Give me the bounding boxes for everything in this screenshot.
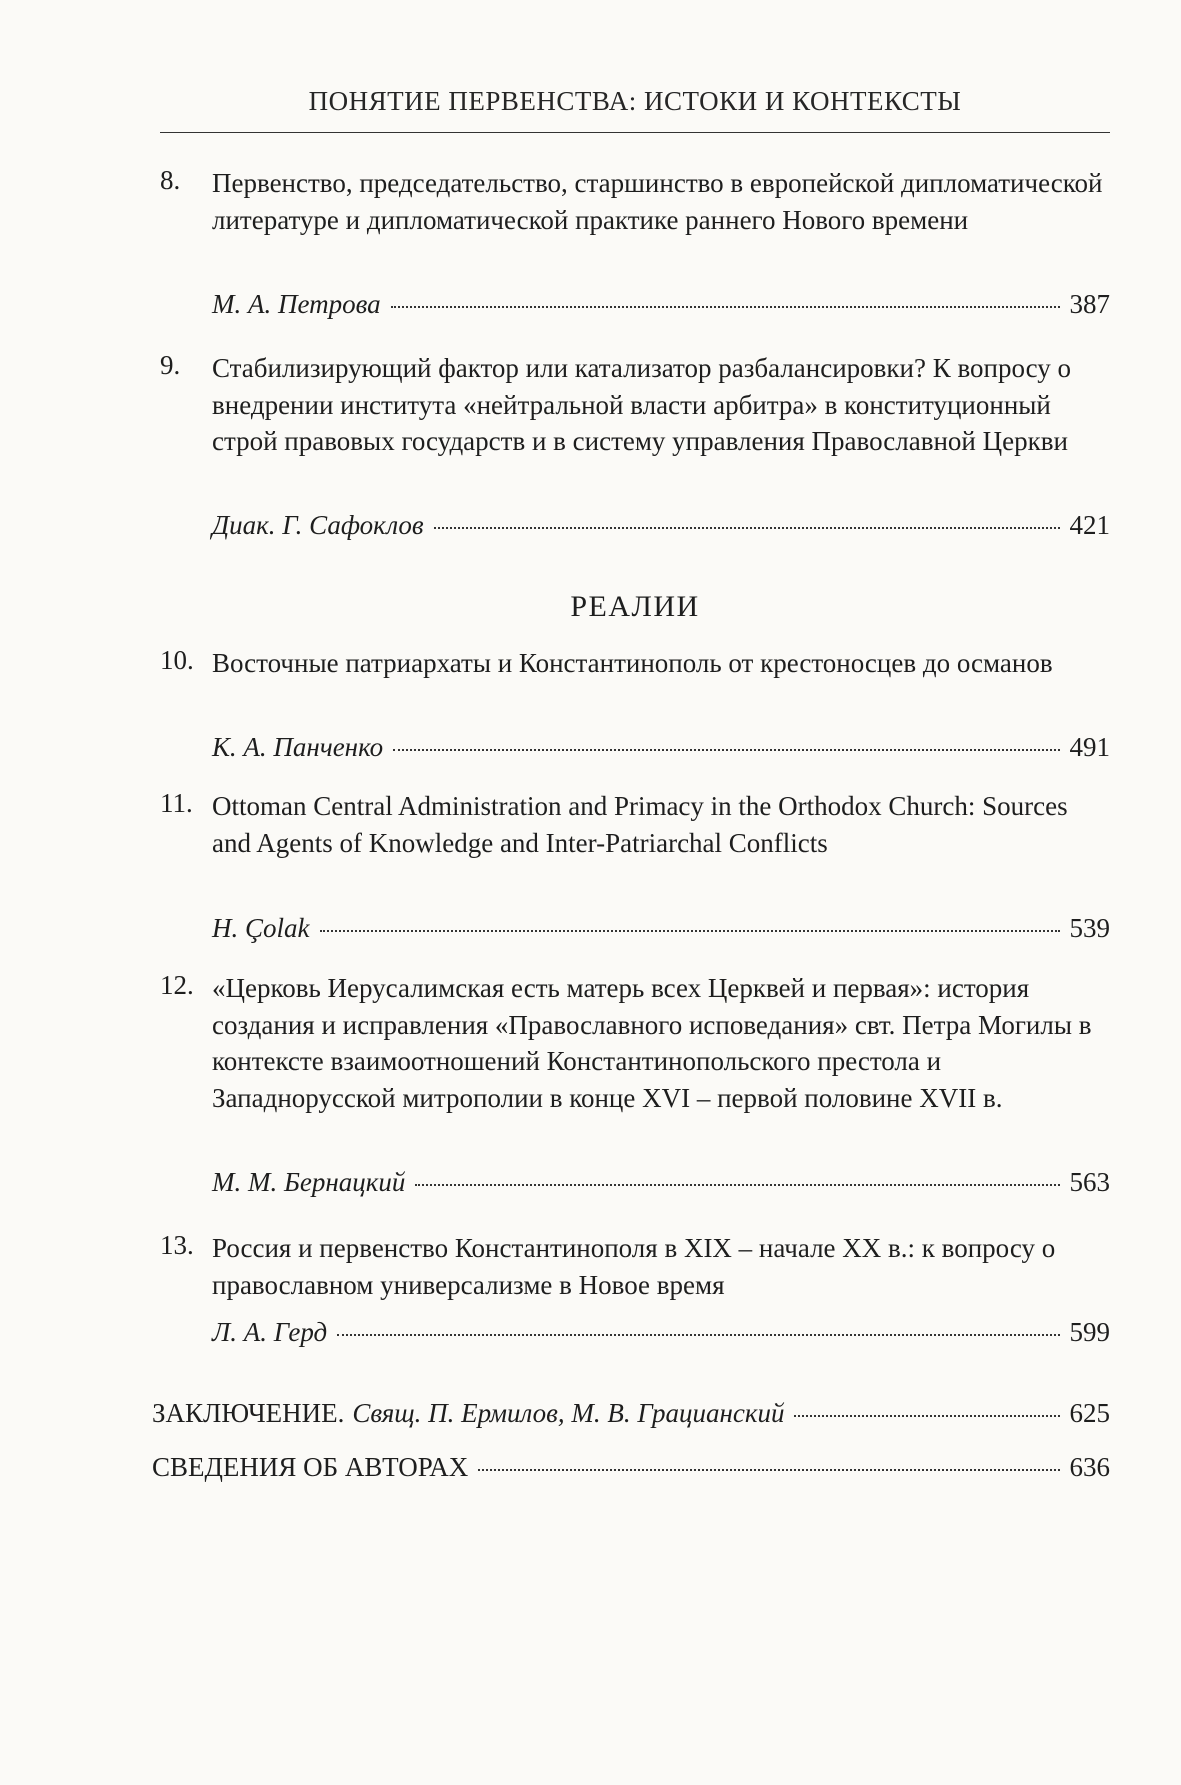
entry-title: Стабилизирующий фактор или катализатор разбалансировки? К вопросу о внедрении института «нейтральной власти арбитра» в конституционный строй правовых государств и в систему управления Православной Церкви [212,353,1072,456]
entry-number: 8. [160,165,181,195]
entry-number: 9. [160,350,181,380]
entry-title: «Церковь Иерусалимская есть матерь всех Церквей и первая»: история создания и исправления «Православного исповедания» свт. Петра Могилы в контексте взаимоотношений Константинопольского престола и Западнорусской митрополии в конце XVI – первой половине XVII в. [212,973,1092,1113]
dot-leader [337,1334,1059,1336]
entry-author-row [212,510,1110,541]
entry-number: 11. [160,788,193,818]
entry-number: 12. [160,970,194,1000]
entry-page-number: 539 [1069,913,1110,943]
entry-author: Л. А. Герд [212,1317,328,1347]
entry-title: Россия и первенство Константинополя в XIX – начале XX в.: к вопросу о православном универсализме в Новое время [212,1233,1056,1300]
conclusion-page-number: 625 [1069,1398,1110,1428]
conclusion-authors: Свящ. П. Ермилов, М. В. Грацианский [352,1398,785,1428]
entry-page-number: 599 [1069,1317,1110,1347]
entry-page-number: 491 [1069,732,1110,762]
section-title: РЕАЛИИ [570,590,700,623]
dot-leader [415,1184,1059,1186]
running-head: ПОНЯТИЕ ПЕРВЕНСТВА: ИСТОКИ И КОНТЕКСТЫ [308,86,962,116]
entry-author-row [212,1317,1110,1348]
dot-leader [478,1469,1059,1471]
entry-number: 13. [160,1230,194,1260]
conclusion-label: ЗАКЛЮЧЕНИЕ. [152,1398,345,1428]
dot-leader [794,1415,1059,1417]
entry-author-row [212,732,1110,763]
dot-leader [434,527,1060,529]
entry-number: 10. [160,645,194,675]
entry-page-number: 387 [1069,289,1110,319]
dot-leader [320,930,1060,932]
entry-title: Ottoman Central Administration and Primacy in the Orthodox Church: Sources and Agents of Knowledge and Inter-Patriarchal Conflicts [212,791,1068,858]
entry-title: Восточные патриархаты и Константинополь от крестоносцев до османов [212,648,1053,678]
entry-author-row [212,913,1110,944]
entry-page-number: 421 [1069,510,1110,540]
entry-author: М. М. Бернацкий [212,1167,406,1197]
entry-author-row [212,289,1110,320]
entry-author: H. Çolak [212,913,310,943]
entry-author-row [212,1167,1110,1198]
toc-conclusion [152,1398,1110,1429]
entry-author: Диак. Г. Сафоклов [212,510,424,540]
about-authors-page-number: 636 [1069,1452,1110,1482]
about-authors-label: СВЕДЕНИЯ ОБ АВТОРАХ [152,1452,469,1482]
header-rule [160,132,1110,133]
dot-leader [393,749,1059,751]
entry-title: Первенство, председательство, старшинство в европейской дипломатической литературе и дипломатической практике раннего Нового времени [212,168,1103,235]
entry-page-number: 563 [1069,1167,1110,1197]
toc-about-authors [152,1452,1110,1483]
entry-author: М. А. Петрова [212,289,381,319]
entry-author: К. А. Панченко [212,732,384,762]
dot-leader [391,306,1060,308]
